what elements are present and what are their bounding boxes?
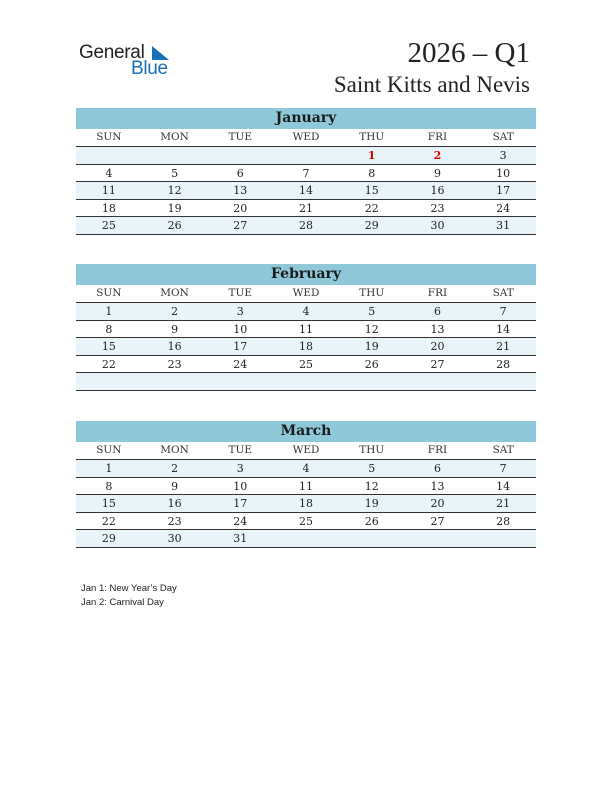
month-calendar-march bbox=[76, 421, 536, 548]
week-row bbox=[76, 495, 536, 513]
date-cell bbox=[273, 530, 339, 547]
week-row bbox=[76, 200, 536, 218]
date-cell: 20 bbox=[233, 201, 248, 215]
date-cell bbox=[273, 373, 339, 390]
week-row bbox=[76, 182, 536, 200]
date-cell: 19 bbox=[167, 201, 182, 215]
date-cell: 9 bbox=[171, 479, 179, 493]
date-cell bbox=[470, 530, 536, 547]
date-cell bbox=[273, 147, 339, 164]
date-cell: 25 bbox=[101, 219, 116, 232]
date-cell: 17 bbox=[233, 497, 248, 510]
date-cell: 19 bbox=[364, 340, 379, 353]
week-row bbox=[76, 356, 536, 374]
date-cell: 13 bbox=[430, 322, 445, 336]
date-cell bbox=[207, 373, 273, 390]
date-cell bbox=[207, 147, 273, 164]
week-row bbox=[76, 373, 536, 391]
date-cell: 4 bbox=[302, 462, 310, 475]
date-cell: 15 bbox=[364, 184, 379, 197]
weekday-header-row bbox=[76, 442, 536, 460]
date-cell: 16 bbox=[430, 184, 445, 197]
date-cell bbox=[470, 373, 536, 390]
date-cell: 28 bbox=[299, 219, 314, 232]
month-calendar-january bbox=[76, 108, 536, 235]
date-cell: 21 bbox=[299, 201, 314, 215]
date-cell: 31 bbox=[496, 219, 511, 232]
date-cell: 30 bbox=[167, 532, 182, 545]
date-cell: 8 bbox=[368, 166, 376, 180]
weekday-label: WED bbox=[292, 287, 320, 299]
date-cell: 23 bbox=[167, 514, 182, 528]
date-cell: 5 bbox=[171, 166, 179, 180]
date-cell: 10 bbox=[233, 322, 248, 336]
date-cell: 1 bbox=[105, 305, 113, 318]
date-cell: 25 bbox=[299, 357, 314, 371]
date-cell: 16 bbox=[167, 340, 182, 353]
weekday-header-row bbox=[76, 285, 536, 303]
date-cell: 21 bbox=[496, 340, 511, 353]
date-cell: 13 bbox=[233, 184, 248, 197]
date-cell: 31 bbox=[233, 532, 248, 545]
weekday-label: THU bbox=[359, 131, 385, 143]
month-header: February bbox=[76, 264, 536, 285]
weekday-label: MON bbox=[160, 287, 189, 299]
weekday-label: WED bbox=[292, 444, 320, 456]
date-cell: 6 bbox=[433, 462, 441, 475]
date-cell: 3 bbox=[499, 149, 507, 162]
week-row bbox=[76, 147, 536, 165]
month-header: January bbox=[76, 108, 536, 129]
week-row bbox=[76, 530, 536, 548]
weekday-label: FRI bbox=[427, 131, 448, 143]
date-cell bbox=[142, 147, 208, 164]
date-cell bbox=[339, 530, 405, 547]
date-cell: 30 bbox=[430, 219, 445, 232]
date-cell: 5 bbox=[368, 462, 376, 475]
date-cell: 7 bbox=[499, 305, 507, 318]
weekday-label: SUN bbox=[96, 287, 122, 299]
week-row bbox=[76, 460, 536, 478]
date-cell: 23 bbox=[430, 201, 445, 215]
date-cell: 10 bbox=[496, 166, 511, 180]
date-cell: 29 bbox=[101, 532, 116, 545]
date-cell: 8 bbox=[105, 322, 113, 336]
weekday-label: SUN bbox=[96, 131, 122, 143]
weekday-label: FRI bbox=[427, 287, 448, 299]
week-row bbox=[76, 165, 536, 183]
date-cell: 4 bbox=[302, 305, 310, 318]
date-cell: 14 bbox=[299, 184, 314, 197]
weekday-label: TUE bbox=[228, 287, 253, 299]
page-title: 2026 – Q1 bbox=[407, 37, 530, 69]
date-cell bbox=[405, 530, 471, 547]
week-row bbox=[76, 338, 536, 356]
date-cell: 24 bbox=[233, 357, 248, 371]
date-cell: 28 bbox=[496, 514, 511, 528]
date-cell bbox=[76, 373, 142, 390]
date-cell: 28 bbox=[496, 357, 511, 371]
date-cell: 18 bbox=[101, 201, 116, 215]
date-cell: 10 bbox=[233, 479, 248, 493]
date-cell: 12 bbox=[364, 479, 379, 493]
date-cell: 27 bbox=[233, 219, 248, 232]
date-cell: 18 bbox=[299, 340, 314, 353]
date-cell: 4 bbox=[105, 166, 113, 180]
date-cell: 27 bbox=[430, 357, 445, 371]
week-row bbox=[76, 217, 536, 235]
holiday-date-cell: 1 bbox=[367, 149, 376, 162]
weekday-label: FRI bbox=[427, 444, 448, 456]
weekday-header-row bbox=[76, 129, 536, 147]
week-row bbox=[76, 478, 536, 496]
date-cell: 22 bbox=[101, 514, 116, 528]
date-cell: 5 bbox=[368, 305, 376, 318]
weekday-label: SAT bbox=[492, 131, 514, 143]
date-cell: 7 bbox=[302, 166, 310, 180]
date-cell: 6 bbox=[433, 305, 441, 318]
date-cell: 8 bbox=[105, 479, 113, 493]
date-cell: 18 bbox=[299, 497, 314, 510]
date-cell: 12 bbox=[167, 184, 182, 197]
date-cell: 25 bbox=[299, 514, 314, 528]
weekday-label: TUE bbox=[228, 444, 253, 456]
date-cell: 11 bbox=[299, 479, 314, 493]
date-cell: 26 bbox=[167, 219, 182, 232]
weekday-label: THU bbox=[359, 444, 385, 456]
date-cell: 27 bbox=[430, 514, 445, 528]
logo-text-general: General bbox=[79, 42, 145, 63]
date-cell: 29 bbox=[364, 219, 379, 232]
date-cell: 1 bbox=[105, 462, 113, 475]
holiday-note: Jan 1: New Year’s Day bbox=[81, 583, 177, 594]
date-cell: 11 bbox=[101, 184, 116, 197]
date-cell: 9 bbox=[433, 166, 441, 180]
week-row bbox=[76, 321, 536, 339]
date-cell: 23 bbox=[167, 357, 182, 371]
date-cell: 22 bbox=[364, 201, 379, 215]
date-cell: 19 bbox=[364, 497, 379, 510]
date-cell: 13 bbox=[430, 479, 445, 493]
weekday-label: MON bbox=[160, 131, 189, 143]
date-cell: 26 bbox=[364, 514, 379, 528]
week-row bbox=[76, 303, 536, 321]
week-row bbox=[76, 513, 536, 531]
date-cell: 21 bbox=[496, 497, 511, 510]
date-cell: 15 bbox=[101, 340, 116, 353]
holiday-note: Jan 2: Carnival Day bbox=[81, 597, 164, 608]
date-cell: 22 bbox=[101, 357, 116, 371]
holiday-date-cell: 2 bbox=[433, 149, 442, 162]
date-cell: 6 bbox=[236, 166, 244, 180]
logo-text-blue: Blue bbox=[131, 58, 168, 79]
date-cell: 2 bbox=[171, 305, 179, 318]
weekday-label: SAT bbox=[492, 287, 514, 299]
date-cell: 9 bbox=[171, 322, 179, 336]
date-cell bbox=[405, 373, 471, 390]
date-cell: 14 bbox=[496, 322, 511, 336]
weekday-label: MON bbox=[160, 444, 189, 456]
date-cell: 26 bbox=[364, 357, 379, 371]
weekday-label: SUN bbox=[96, 444, 122, 456]
date-cell: 14 bbox=[496, 479, 511, 493]
date-cell: 3 bbox=[236, 462, 244, 475]
date-cell: 12 bbox=[364, 322, 379, 336]
date-cell: 24 bbox=[496, 201, 511, 215]
date-cell: 24 bbox=[233, 514, 248, 528]
month-header: March bbox=[76, 421, 536, 442]
weekday-label: WED bbox=[292, 131, 320, 143]
date-cell: 17 bbox=[496, 184, 511, 197]
weekday-label: SAT bbox=[492, 444, 514, 456]
page-subtitle: Saint Kitts and Nevis bbox=[333, 72, 530, 97]
date-cell: 11 bbox=[299, 322, 314, 336]
date-cell: 7 bbox=[499, 462, 507, 475]
date-cell: 15 bbox=[101, 497, 116, 510]
month-calendar-february bbox=[76, 264, 536, 391]
weekday-label: THU bbox=[359, 287, 385, 299]
date-cell: 2 bbox=[171, 462, 179, 475]
date-cell bbox=[142, 373, 208, 390]
date-cell: 20 bbox=[430, 497, 445, 510]
date-cell bbox=[339, 373, 405, 390]
date-cell: 20 bbox=[430, 340, 445, 353]
holiday-notes bbox=[81, 582, 177, 610]
date-cell: 3 bbox=[236, 305, 244, 318]
date-cell: 16 bbox=[167, 497, 182, 510]
date-cell: 17 bbox=[233, 340, 248, 353]
date-cell bbox=[76, 147, 142, 164]
weekday-label: TUE bbox=[228, 131, 253, 143]
generalblue-logo bbox=[79, 42, 179, 78]
